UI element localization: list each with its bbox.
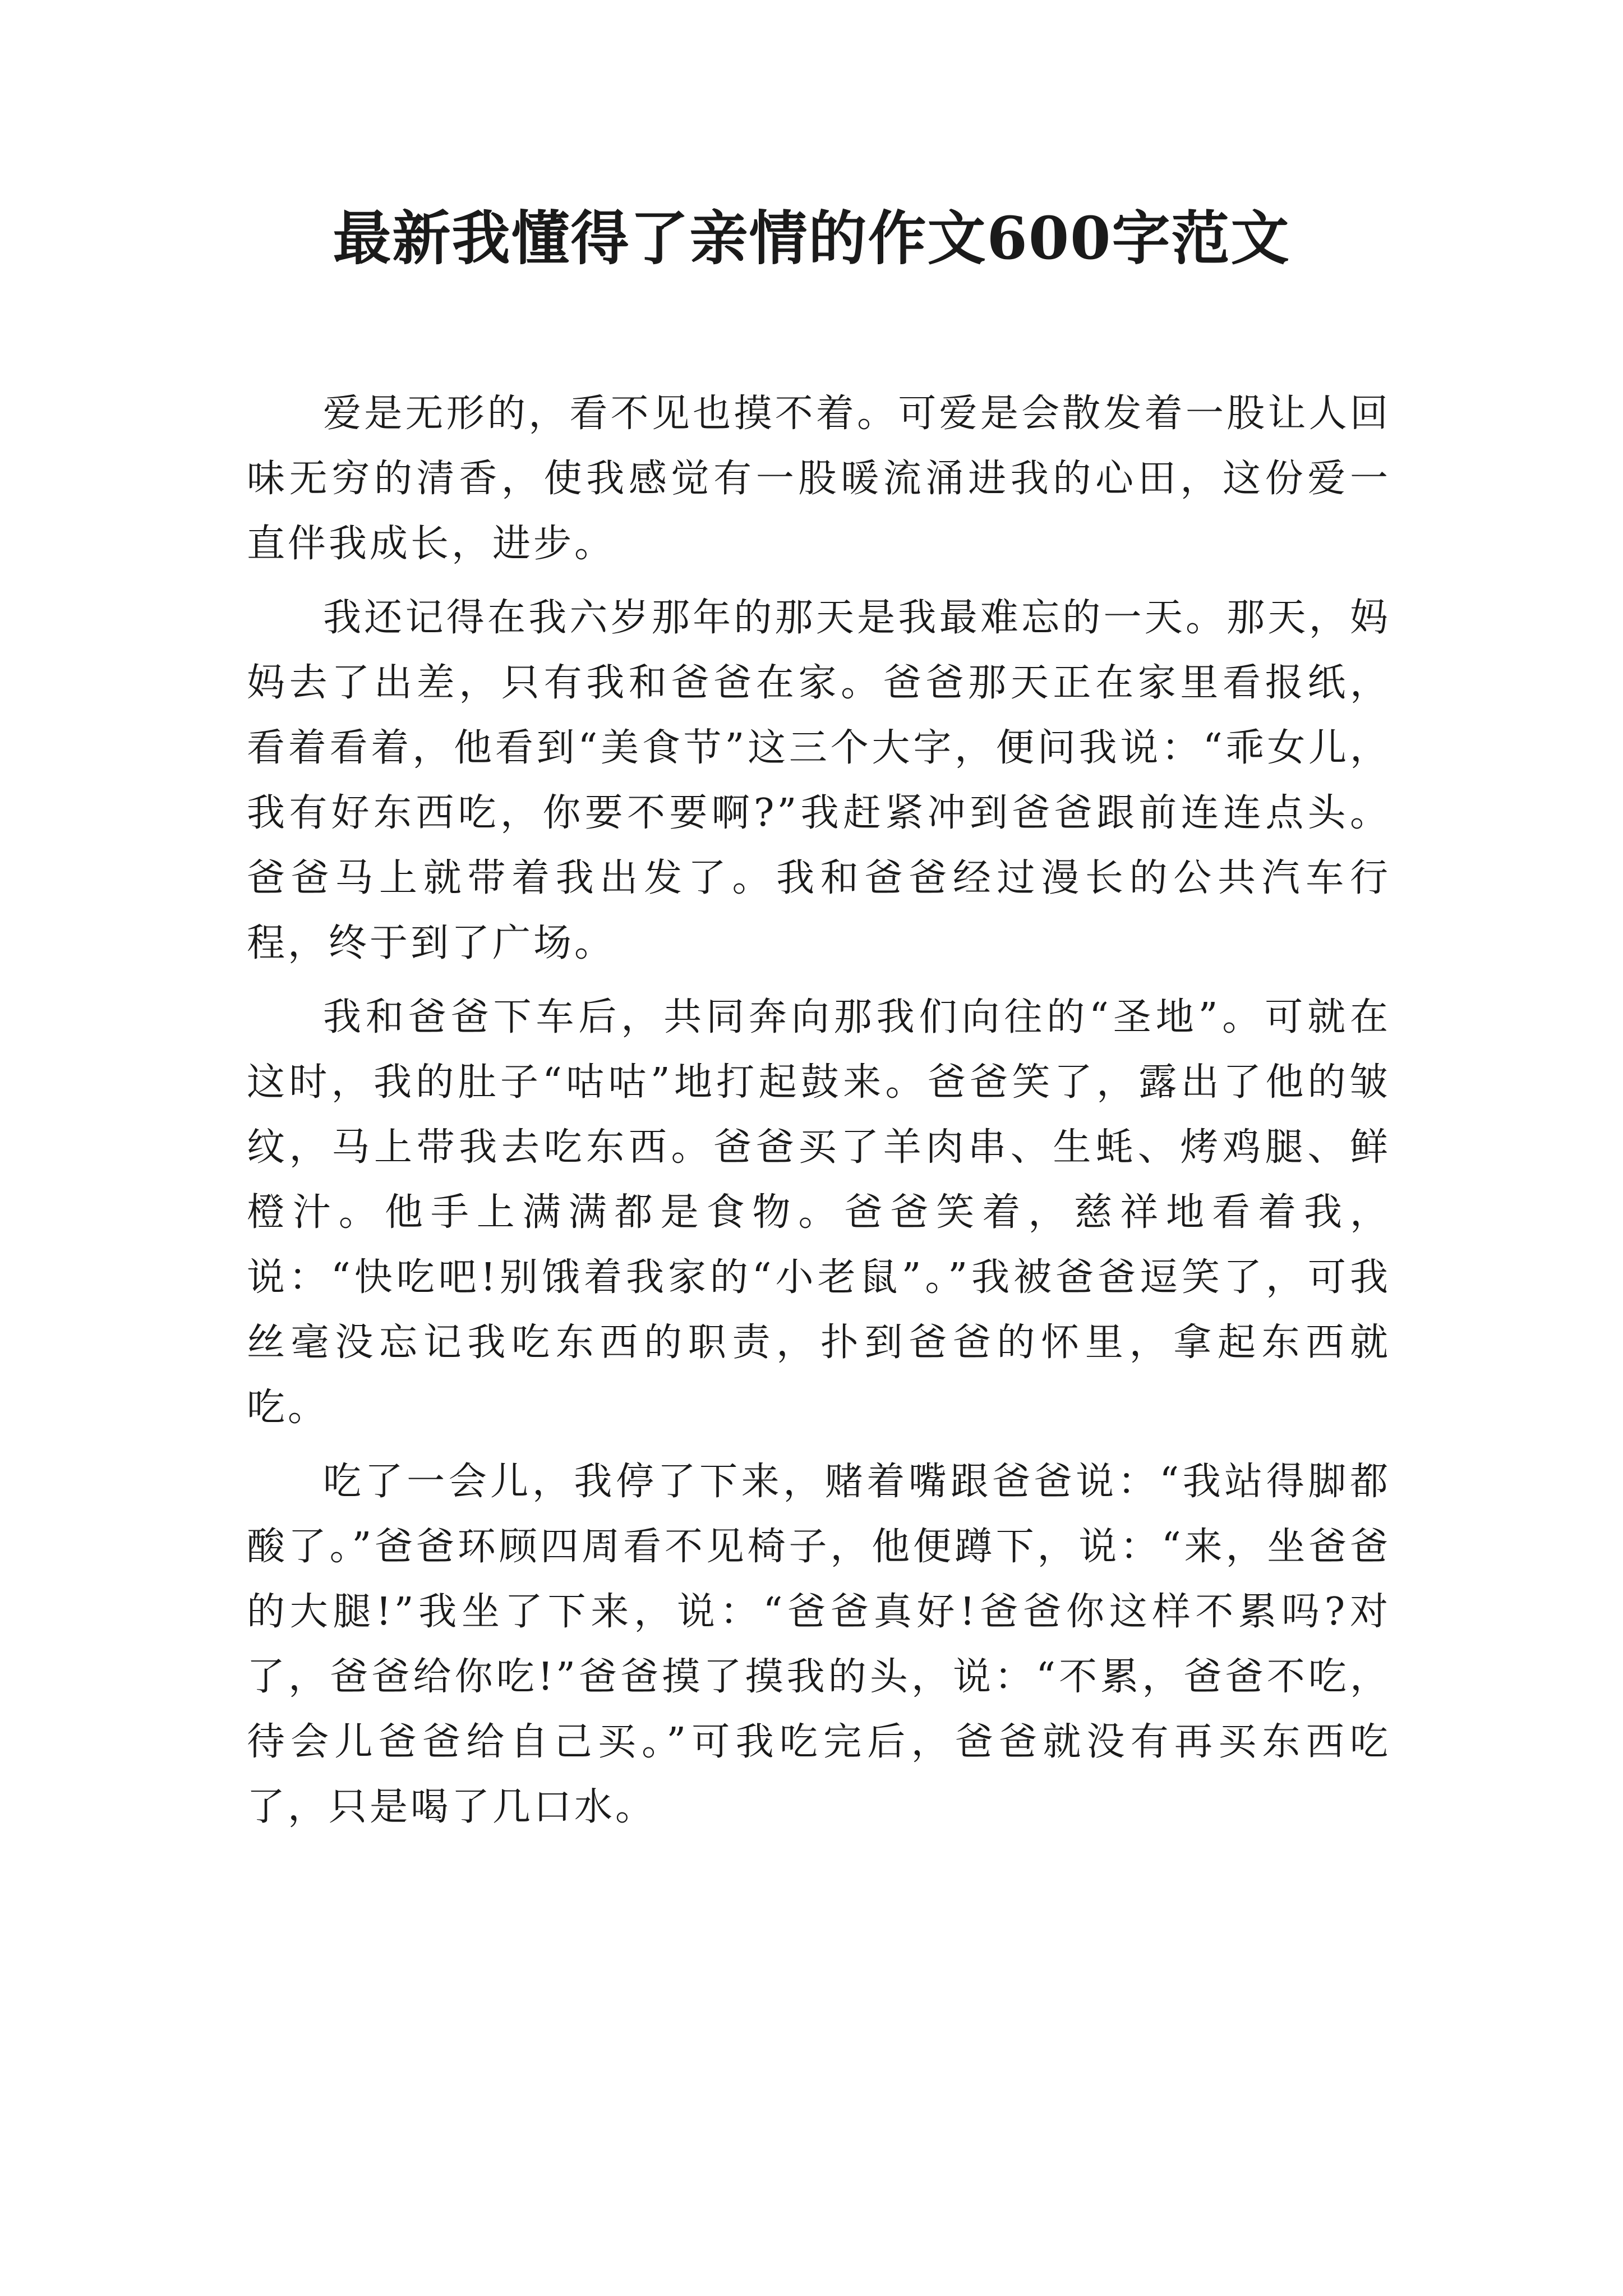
document-body <box>247 381 1391 1840</box>
document-title: 最新我懂得了亲情的作文600字范文 <box>333 204 1290 273</box>
paragraph: 我还记得在我六岁那年的那天是我最难忘的一天。那天，妈妈去了出差，只有我和爸爸在家。爸爸那天正在家里看报纸，看着看着，他看到“美食节”这三个大字，便问我说：“乖女儿，我有好东西吃，你要不要啊?”我赶紧冲到爸爸跟前连连点头。爸爸马上就带着我出发了。我和爸爸经过漫长的公共汽车行程，终于到了广场。 <box>247 596 1391 965</box>
paragraph: 我和爸爸下车后，共同奔向那我们向往的“圣地”。可就在这时，我的肚子“咕咕”地打起鼓来。爸爸笑了，露出了他的皱纹，马上带我去吃东西。爸爸买了羊肉串、生蚝、烤鸡腿、鲜橙汁。他手上满满都是食物。爸爸笑着，慈祥地看着我，说：“快吃吧!别饿着我家的“小老鼠”。”我被爸爸逗笑了，可我丝毫没忘记我吃东西的职责，扑到爸爸的怀里，拿起东西就吃。 <box>247 995 1391 1430</box>
paragraph: 吃了一会儿，我停了下来，赌着嘴跟爸爸说：“我站得脚都酸了。”爸爸环顾四周看不见椅子，他便蹲下，说：“来，坐爸爸的大腿!”我坐了下来，说：“爸爸真好!爸爸你这样不累吗?对了，爸爸给你吃!”爸爸摸了摸我的头，说：“不累，爸爸不吃，待会儿爸爸给自己买。”可我吃完后，爸爸就没有再买东西吃了，只是喝了几口水。 <box>247 1460 1391 1829</box>
paragraph: 爱是无形的，看不见也摸不着。可爱是会散发着一股让人回味无穷的清香，使我感觉有一股暖流涌进我的心田，这份爱一直伴我成长，进步。 <box>247 392 1391 566</box>
